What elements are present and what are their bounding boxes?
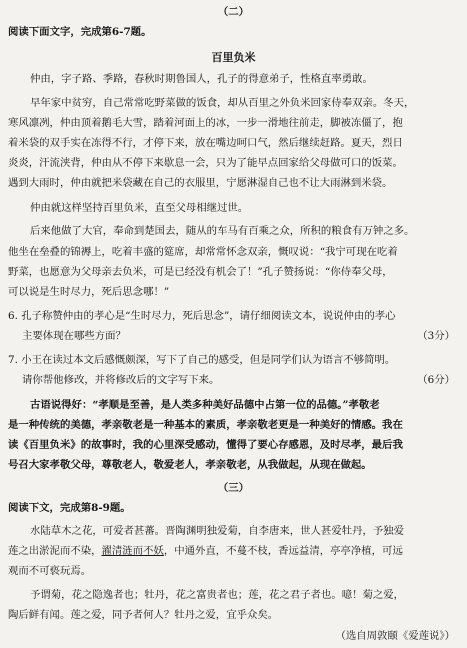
- classical-text-segment: 莲之出淤泥而不染，: [8, 545, 102, 557]
- underlined-phrase: 濯清涟而不妖: [101, 545, 164, 557]
- paragraph-line: 早年家中贫穷，自己常常吃野菜做的饭食，却从百里之外负米回家侍奉双亲。冬天，: [30, 97, 415, 109]
- student-passage-line: 号召大家孝敬父母，尊敬老人，敬爱老人，孝亲敬老，从我做起，从现在做起。: [8, 459, 372, 471]
- source-citation: （选自周敦颐《爱莲说》）: [335, 630, 455, 642]
- student-passage-line: 是一种传统的美德，孝亲敬老是一种基本的素质，孝亲敬老更是一种美好的情感。我在: [8, 419, 403, 431]
- reading-instruction-8-9: 阅读下文，完成第8-9题。: [8, 502, 131, 514]
- question-7-line: 7. 小王在读过本文后感慨颇深，写下了自己的感受，但是同学们认为语言不够简明。: [8, 354, 396, 366]
- student-passage-line: 古语说得好：“孝顺是至善，是人类多种美好品德中占第一位的品德。”孝敬老: [30, 399, 380, 411]
- classical-text-line: 予谓菊，花之隐逸者也；牡丹，花之富贵者也；莲，花之君子者也。噫！菊之爱，: [30, 589, 405, 601]
- paragraph-line: 后来他做了大官，奉命到楚国去，随从的车马有百乘之众，所积的粮食有万钟之多。: [30, 225, 415, 237]
- question-6-score: （3分）: [417, 330, 455, 342]
- question-7-score: （6分）: [417, 374, 455, 386]
- classical-text-line: 水陆草木之花，可爱者甚蕃。晋陶渊明独爱菊，自李唐来，世人甚爱牡丹，予独爱: [30, 525, 405, 537]
- reading-instruction-6-7: 阅读下面文字，完成第6-7题。: [8, 26, 152, 38]
- classical-text-line: 观而不可亵玩焉。: [8, 565, 92, 577]
- classical-text-segment: ，中通外直，不蔓不枝，香远益清，亭亭净植，可远: [163, 545, 403, 557]
- paragraph-line: 可以说是生时尽力，死后思念哪！”: [8, 286, 170, 298]
- paragraph-line: 他坐在垒叠的锦褥上，吃着丰盛的筵席，却常常怀念双亲，慨叹说：“我宁可现在吃着: [8, 246, 398, 258]
- paragraph-line: 仲由就这样坚持百里负米，直至父母相继过世。: [30, 202, 249, 214]
- student-passage-line: 读《百里负米》的故事时，我的心里深受感动，懂得了要心存感恩，及时尽孝，最后我: [8, 439, 403, 451]
- question-6-line: 6. 孔子称赞仲由的孝心是“生时尽力，死后思念”，请仔细阅读文本，说说仲由的孝心: [8, 310, 396, 322]
- paragraph-line: 着米袋的双手实在冻得不行，才停下来，放在嘴边呵口气，然后继续赶路。夏天，烈日: [8, 137, 403, 149]
- classical-text-line: [8, 541, 457, 561]
- paragraph-line: 野菜，也愿意为父母亲去负米，可是已经没有机会了！”孔子赞扬说：“你侍奉父母，: [8, 266, 393, 278]
- paragraph-line: 仲由，字子路、季路，春秋时期鲁国人，孔子的得意弟子，性格直率勇敢。: [30, 73, 373, 85]
- question-6-line: 主要体现在哪些方面？: [22, 330, 126, 342]
- paragraph-line: 炎炎，汗流浃背，仲由从不停下来歇息一会，只为了能早点回家给父母做可口的饭菜。: [8, 157, 403, 169]
- classical-text-line: 陶后鲜有闻。莲之爱，同予者何人？牡丹之爱，宜乎众矣。: [8, 609, 279, 621]
- paragraph-line: 寒风凛冽，仲由顶着鹅毛大雪，踏着河面上的冰，一步一滑地往前走，脚被冻僵了，抱: [8, 117, 403, 129]
- section-heading-2: （二）: [217, 6, 250, 18]
- passage-title: 百里负米: [211, 51, 256, 64]
- section-heading-3: （三）: [217, 482, 250, 494]
- question-7-line: 请你帮他修改，并将修改后的文字写下来。: [22, 374, 220, 386]
- paragraph-line: 遇到大雨时，仲由就把米袋藏在自己的衣服里，宁愿淋湿自己也不让大雨淋到米袋。: [8, 177, 393, 189]
